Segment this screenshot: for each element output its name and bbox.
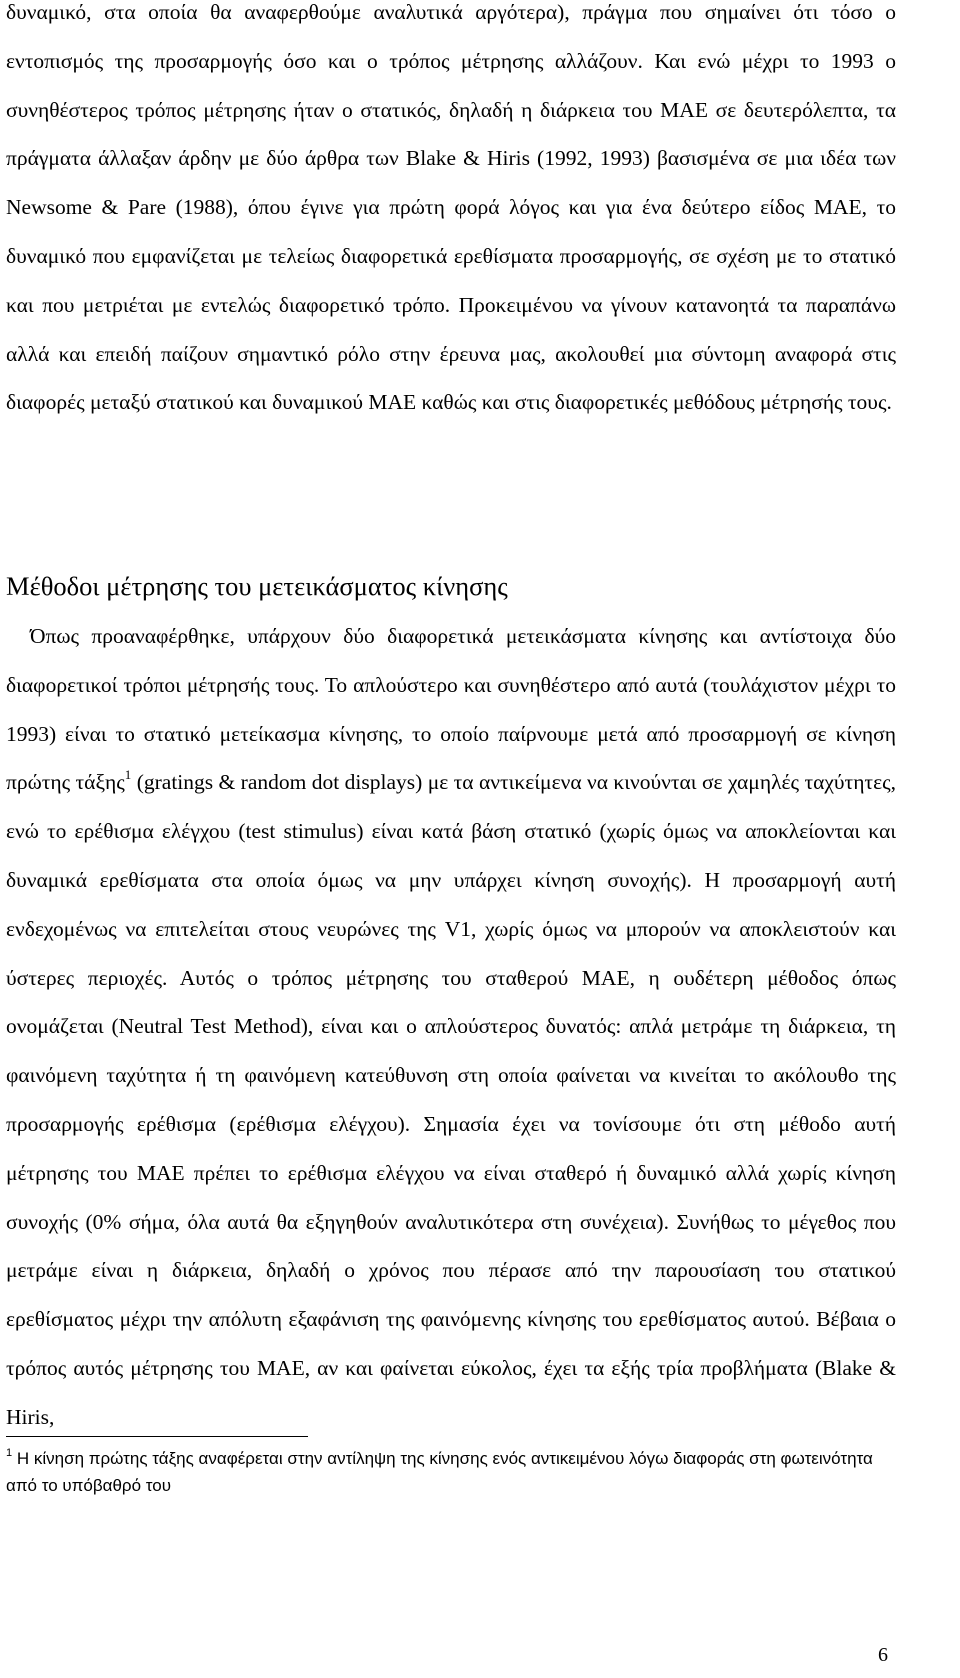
footnote-separator — [6, 1436, 308, 1437]
body-paragraph-1: δυναμικό, στα οποία θα αναφερθούμε αναλυτικά αργότερα), πράγμα που σημαίνει ότι τόσο ο εντοπισμός της προσαρμογής όσο και ο τρόπος μέτρησης αλλάζουν. Και ενώ μέχρι το 1993 ο συνηθέστερος τρόπος μέτρησης ήταν ο στατικός, δηλαδή η διάρκεια του ΜΑΕ σε δευτερόλεπτα, τα πράγματα άλλαξαν άρδην με δύο άρθρα των Blake & Hiris (1992, 1993) βασισμένα σε μια ιδέα των Newsome & Pare (1988), όπου έγινε για πρώτη φορά λόγος και για ένα δεύτερο είδος ΜΑΕ, το δυναμικό που εμφανίζεται με τελείως διαφορετικά ερεθίσματα προσαρμογής, σε σχέση με το στατικό και που μετριέται με εντελώς διαφορετικό τρόπο. Προκειμένου να γίνουν κατανοητά τα παραπάνω αλλά και επειδή παίζουν σημαντικό ρόλο στην έρευνα μας, ακολουθεί μια σύντομη αναφορά στις διαφορές μεταξύ στατικού και δυναμικού ΜΑΕ καθώς και στις διαφορετικές μεθόδους μέτρησής τους. — [6, 0, 896, 415]
section-heading: Μέθοδοι μέτρησης του μετεικάσματος κίνησης — [6, 571, 508, 601]
footnote-marker: 1 — [6, 1447, 13, 1459]
footnote-reference-marker: 1 — [124, 767, 132, 783]
page-number: 6 — [878, 1644, 888, 1666]
footnote-text: Η κίνηση πρώτης τάξης αναφέρεται στην αντίληψη της κίνησης ενός αντικειμένου λόγω διαφοράς στη φωτεινότητα από το υπόβαθρό του — [6, 1449, 873, 1495]
paragraph-2-text-before-footnote: Όπως προαναφέρθηκε, υπάρχουν δύο διαφορετικά μετεικάσματα κίνησης και αντίστοιχα δύο διαφορετικοί τρόποι μέτρησής τους. Το απλούστερο και συνηθέστερο από αυτά (τουλάχιστον μέχρι το 1993) είναι το στατικό μετείκασμα κίνησης, το οποίο παίρνουμε μετά από προσαρμογή σε κίνηση πρώτης τάξης — [6, 624, 896, 795]
body-paragraph-2 — [6, 612, 896, 1442]
paragraph-2-text-after-footnote: (gratings & random dot displays) με τα αντικείμενα να κινούνται σε χαμηλές ταχύτητες, ενώ το ερέθισμα ελέγχου (test stimulus) είναι κατά βάση στατικό (χωρίς όμως να αποκλείονται και δυναμικά ερεθίσματα στα οποία όμως να μην υπάρχει κίνηση συνοχής). Η προσαρμογή αυτή ενδεχομένως να επιτελείται στους νευρώνες της V1, χωρίς όμως να μπορούν να αποκλειστούν και ύστερες περιοχές. Αυτός ο τρόπος μέτρησης του σταθερού ΜΑΕ, η ουδέτερη μέθοδος όπως ονομάζεται (Neutral Test Method), είναι και ο απλούστερος δυνατός: απλά μετράμε τη διάρκεια, τη φαινόμενη ταχύτητα ή τη φαινόμενη κατεύθυνση στη οποία φαίνεται να κινείται το ακόλουθο της προσαρμογής ερέθισμα (ερέθισμα ελέγχου). Σημασία έχει να τονίσουμε ότι στη μέθοδο αυτή μέτρησης του ΜΑΕ πρέπει το ερέθισμα ελέγχου να είναι σταθερό ή δυναμικό αλλά χωρίς κίνηση συνοχής (0% σήμα, όλα αυτά θα εξηγηθούν αναλυτικότερα στη συνέχεια). Συνήθως το μέγεθος που μετράμε είναι η διάρκεια, δηλαδή ο χρόνος που πέρασε από την παρουσίαση του στατικού ερεθίσματος μέχρι την απόλυτη εξαφάνιση της φαινόμενης κίνησης του ερεθίσματος αυτού. Βέβαια ο τρόπος αυτός μέτρησης του ΜΑΕ, αν και φαίνεται εύκολος, έχει τα εξής τρία προβλήματα (Blake & Hiris, — [6, 770, 896, 1429]
footnote — [6, 1445, 896, 1499]
